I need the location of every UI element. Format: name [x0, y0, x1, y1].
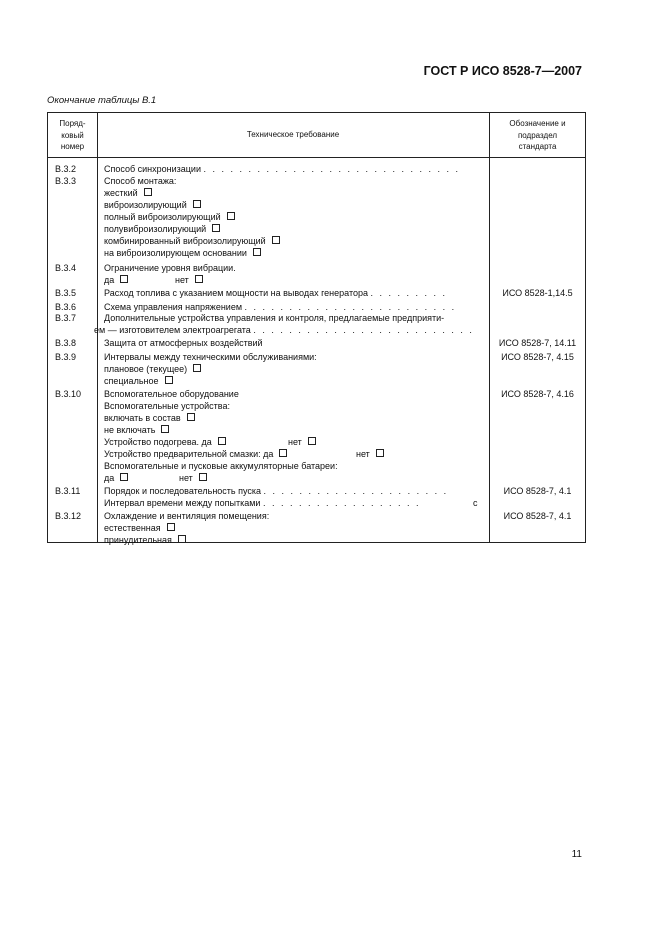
option-item: плановое (текущее)	[104, 363, 201, 375]
checkbox[interactable]	[193, 364, 201, 372]
checkbox[interactable]	[161, 425, 169, 433]
standard-reference: ИСО 8528-7, 4.1	[503, 511, 572, 521]
row-number: В.3.2	[55, 164, 77, 174]
checkbox[interactable]	[178, 535, 186, 543]
checkbox[interactable]	[272, 236, 280, 244]
checkbox[interactable]	[195, 275, 203, 283]
checkbox[interactable]	[193, 200, 201, 208]
row-number: В.3.4	[55, 263, 77, 273]
requirement-text: Вспомогательные и пусковые аккумуляторные батареи:	[104, 461, 338, 471]
option-item: принудительная	[104, 534, 186, 546]
requirement-text: Способ монтажа:	[104, 176, 177, 186]
standard-reference: ИСО 8528-7, 4.1	[503, 486, 572, 496]
standard-reference: ИСО 8528-7, 14.11	[498, 338, 577, 348]
requirement-text: ем — изготовителем электроагрегата . . . . . . . . . . . . . . . . . . . . . . . . .	[94, 325, 474, 335]
checkbox[interactable]	[187, 413, 195, 421]
option-item: на виброизолирующем основании	[104, 247, 261, 259]
requirement-text: Охлаждение и вентиляция помещения:	[104, 511, 270, 521]
checkbox[interactable]	[279, 449, 287, 457]
header-divider	[48, 157, 585, 158]
row-number: В.3.7	[55, 313, 77, 323]
row-number: В.3.12	[55, 511, 82, 521]
checkbox[interactable]	[199, 473, 207, 481]
header-requirement: Техническое требование	[246, 130, 340, 139]
checkbox[interactable]	[144, 188, 152, 196]
page-number: 11	[571, 849, 582, 860]
requirement-text: Интервал времени между попытками . . . . . . . . . . . . . . . . . . с	[104, 498, 478, 508]
column-divider	[489, 113, 490, 542]
standard-reference: ИСО 8528-7, 4.15	[501, 352, 574, 362]
checkbox[interactable]	[308, 437, 316, 445]
option-item: полный виброизолирующий	[104, 211, 235, 223]
standard-reference: ИСО 8528-1,14.5	[502, 288, 573, 298]
requirement-text: Расход топлива с указанием мощности на выводах генератора . . . . . . . . .	[104, 288, 448, 298]
checkbox[interactable]	[120, 275, 128, 283]
yes-no-options: да нет	[104, 274, 484, 286]
checkbox[interactable]	[120, 473, 128, 481]
row-number: В.3.11	[55, 486, 81, 496]
checkbox[interactable]	[218, 437, 226, 445]
table-caption: Окончание таблицы В.1	[47, 95, 157, 106]
requirement-text: Дополнительные устройства управления и контроля, предлагаемые предприяти-	[104, 313, 445, 323]
checkbox[interactable]	[212, 224, 220, 232]
option-item: включать в состав	[104, 412, 195, 424]
requirement-text: Защита от атмосферных воздействий	[104, 338, 263, 348]
requirement-text: Способ синхронизации . . . . . . . . . . . . . . . . . . . . . . . . . . . . .	[104, 164, 461, 174]
option-item: специальное	[104, 375, 173, 387]
option-item: жесткий	[104, 187, 152, 199]
yes-no-options: Устройство предварительной смазки: да нет	[104, 448, 484, 460]
option-item: комбинированный виброизолирующий	[104, 235, 280, 247]
option-item: не включать	[104, 424, 169, 436]
requirements-table	[47, 112, 586, 543]
standard-reference: ИСО 8528-7, 4.16	[501, 389, 574, 399]
row-number: В.3.8	[55, 338, 77, 348]
checkbox[interactable]	[253, 248, 261, 256]
option-item: полувиброизолирующий	[104, 223, 220, 235]
checkbox[interactable]	[227, 212, 235, 220]
row-number: В.3.3	[55, 176, 77, 186]
option-item: естественная	[104, 522, 175, 534]
requirement-text: Вспомогательные устройства:	[104, 401, 230, 411]
requirement-text: Вспомогательное оборудование	[104, 389, 239, 399]
checkbox[interactable]	[376, 449, 384, 457]
requirement-text: Ограничение уровня вибрации.	[104, 263, 236, 273]
yes-no-options: да нет	[104, 472, 484, 484]
requirement-text: Порядок и последовательность пуска . . . . . . . . . . . . . . . . . . . . .	[104, 486, 449, 496]
requirement-text: Интервалы между техническими обслуживаниями:	[104, 352, 317, 362]
checkbox[interactable]	[165, 376, 173, 384]
header-reference: Обозначение и подраздел стандарта	[509, 119, 566, 151]
header-number: Поряд- ковый номер	[59, 119, 86, 151]
row-number: В.3.5	[55, 288, 77, 298]
row-number: В.3.10	[55, 389, 82, 399]
yes-no-options: Устройство подогрева. да нет	[104, 436, 484, 448]
option-item: виброизолирующий	[104, 199, 201, 211]
row-number: В.3.9	[55, 352, 77, 362]
checkbox[interactable]	[167, 523, 175, 531]
row-number: В.3.6	[55, 302, 77, 312]
document-header: ГОСТ Р ИСО 8528-7—2007	[423, 64, 582, 78]
requirement-text: Схема управления напряжением . . . . . . . . . . . . . . . . . . . . . . . .	[104, 302, 457, 312]
